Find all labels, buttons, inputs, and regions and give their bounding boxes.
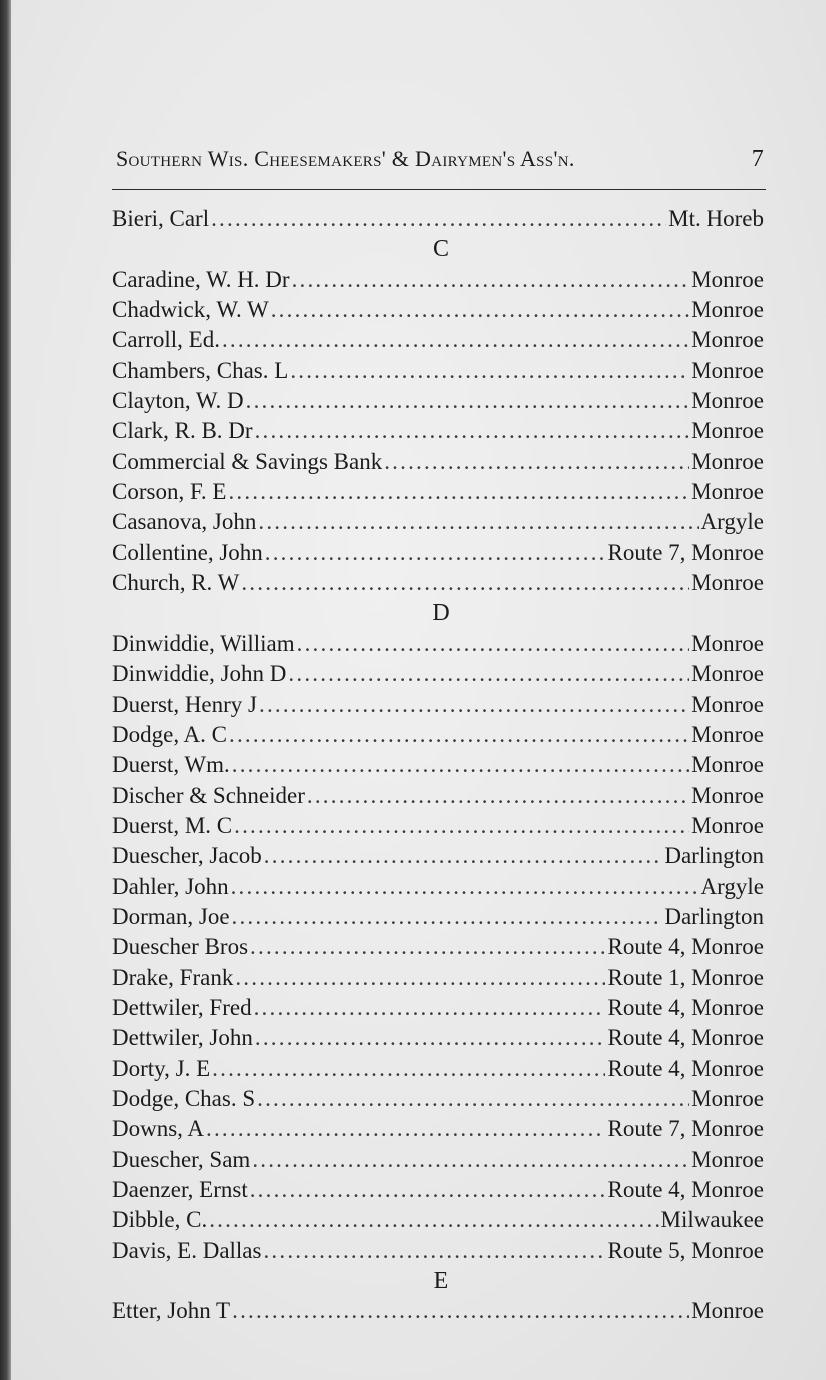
dot-leader bbox=[234, 811, 689, 841]
member-location: Monroe bbox=[691, 752, 764, 778]
member-name: Duescher, Sam bbox=[112, 1146, 251, 1172]
list-item bbox=[112, 416, 764, 446]
member-location: Route 4, Monroe bbox=[607, 934, 764, 960]
member-name: Duescher Bros bbox=[112, 934, 249, 960]
member-name: Dinwiddie, John D bbox=[112, 661, 287, 687]
member-name: Dinwiddie, William bbox=[112, 630, 295, 656]
list-item bbox=[112, 204, 764, 234]
member-name: Caradine, W. H. Dr bbox=[112, 266, 290, 292]
dot-leader bbox=[232, 902, 663, 932]
member-name: Church, R. W bbox=[112, 570, 240, 596]
dot-leader bbox=[265, 538, 606, 568]
dot-leader bbox=[254, 993, 606, 1023]
member-location: Argyle bbox=[700, 509, 764, 535]
list-item bbox=[112, 1145, 764, 1175]
header-title: Southern Wis. Cheesemakers' & Dairymen's Ass'n. bbox=[116, 146, 575, 171]
member-name: Davis, E. Dallas bbox=[112, 1237, 262, 1263]
member-location: Monroe bbox=[691, 1085, 764, 1111]
member-name: Duerst, M. C bbox=[112, 812, 233, 838]
member-name: Chadwick, W. W bbox=[112, 297, 269, 323]
member-location: Monroe bbox=[691, 721, 764, 747]
member-location: Monroe bbox=[691, 357, 764, 383]
member-location: Monroe bbox=[691, 812, 764, 838]
list-item bbox=[112, 932, 764, 962]
dot-leader bbox=[241, 568, 689, 598]
member-location: Monroe bbox=[691, 388, 764, 414]
dot-leader bbox=[209, 1205, 658, 1235]
member-name: Daenzer, Ernst bbox=[112, 1177, 248, 1202]
dot-leader bbox=[259, 690, 689, 720]
member-location: Darlington bbox=[664, 843, 764, 869]
member-name: Downs, A bbox=[112, 1116, 205, 1142]
list-item bbox=[112, 1114, 764, 1144]
dot-leader bbox=[257, 1084, 689, 1114]
dot-leader bbox=[255, 1023, 606, 1053]
dot-leader bbox=[228, 477, 689, 507]
member-name: Etter, John T bbox=[112, 1298, 231, 1324]
member-location: Monroe bbox=[691, 1298, 764, 1324]
dot-leader bbox=[246, 386, 690, 416]
member-name: Casanova, John bbox=[112, 509, 257, 535]
running-header bbox=[116, 146, 766, 173]
list-item bbox=[112, 629, 764, 659]
member-name: Dibble, C. bbox=[112, 1207, 208, 1233]
member-location: Mt. Horeb bbox=[668, 206, 764, 231]
member-location: Route 4, Monroe bbox=[607, 994, 764, 1020]
member-location: Monroe bbox=[691, 661, 764, 687]
dot-leader bbox=[250, 1175, 606, 1205]
list-item bbox=[112, 659, 764, 689]
dot-leader bbox=[290, 356, 689, 386]
dot-leader bbox=[235, 963, 605, 993]
member-location: Darlington bbox=[664, 903, 764, 929]
section-letter: E bbox=[433, 1268, 449, 1295]
member-name: Clark, R. B. Dr bbox=[112, 418, 253, 444]
dot-leader bbox=[258, 507, 698, 537]
list-item bbox=[112, 690, 764, 720]
dot-leader bbox=[206, 1114, 605, 1144]
section-letter: D bbox=[432, 600, 450, 627]
list-item bbox=[112, 568, 764, 598]
member-location: Monroe bbox=[691, 327, 764, 353]
member-name: Discher & Schneider bbox=[112, 782, 305, 808]
member-location: Route 4, Monroe bbox=[607, 1055, 764, 1081]
member-name: Clayton, W. D bbox=[112, 388, 244, 414]
member-location: Route 1, Monroe bbox=[607, 964, 764, 990]
list-item bbox=[112, 1205, 764, 1235]
dot-leader bbox=[307, 781, 689, 811]
dot-leader bbox=[297, 629, 690, 659]
dot-leader bbox=[252, 1145, 689, 1175]
list-item bbox=[112, 325, 764, 355]
list-item bbox=[112, 872, 764, 902]
list-item bbox=[112, 386, 764, 416]
member-name: Dorman, Joe bbox=[112, 903, 230, 929]
list-item bbox=[112, 720, 764, 750]
member-location: Monroe bbox=[691, 782, 764, 808]
member-list bbox=[112, 204, 764, 1327]
member-location: Monroe bbox=[691, 448, 764, 474]
list-item bbox=[112, 1054, 764, 1084]
dot-leader bbox=[232, 1296, 689, 1326]
member-location: Monroe bbox=[691, 691, 764, 717]
member-name: Dettwiler, John bbox=[112, 1025, 253, 1051]
member-location: Milwaukee bbox=[660, 1207, 764, 1233]
member-location: Argyle bbox=[700, 873, 764, 899]
list-item bbox=[112, 447, 764, 477]
list-item bbox=[112, 1296, 764, 1326]
dot-leader bbox=[231, 872, 699, 902]
book-binding-edge bbox=[0, 0, 11, 1380]
member-location: Monroe bbox=[691, 418, 764, 444]
dot-leader bbox=[292, 265, 690, 295]
dot-leader bbox=[229, 720, 689, 750]
member-name: Corson, F. E bbox=[112, 479, 227, 505]
member-name: Dodge, Chas. S bbox=[112, 1085, 256, 1111]
member-name: Dahler, John bbox=[112, 873, 229, 899]
member-name: Drake, Frank bbox=[112, 964, 234, 990]
dot-leader bbox=[212, 1054, 605, 1084]
dot-leader bbox=[384, 447, 689, 477]
list-item bbox=[112, 841, 764, 871]
member-location: Monroe bbox=[691, 266, 764, 292]
list-item bbox=[112, 811, 764, 841]
dot-leader bbox=[288, 659, 689, 689]
member-name: Commercial & Savings Bank bbox=[112, 448, 383, 474]
member-location: Route 4, Monroe bbox=[607, 1177, 764, 1202]
dot-leader bbox=[263, 1236, 605, 1266]
member-name: Collentine, John bbox=[112, 539, 263, 565]
member-name: Dodge, A. C bbox=[112, 721, 227, 747]
list-item bbox=[112, 295, 764, 325]
list-item bbox=[112, 750, 764, 780]
dot-leader bbox=[264, 841, 663, 871]
list-item bbox=[112, 538, 764, 568]
list-item bbox=[112, 265, 764, 295]
list-item bbox=[112, 1175, 764, 1205]
dot-leader bbox=[232, 750, 689, 780]
list-item bbox=[112, 963, 764, 993]
member-name: Bieri, Carl bbox=[112, 206, 210, 231]
member-name: Duescher, Jacob bbox=[112, 843, 262, 869]
list-item bbox=[112, 902, 764, 932]
member-location: Monroe bbox=[691, 479, 764, 505]
page-number: 7 bbox=[751, 146, 764, 172]
member-location: Route 5, Monroe bbox=[607, 1237, 764, 1263]
member-location: Monroe bbox=[691, 297, 764, 323]
member-location: Route 4, Monroe bbox=[607, 1025, 764, 1051]
list-item bbox=[112, 507, 764, 537]
list-item bbox=[112, 477, 764, 507]
member-location: Monroe bbox=[691, 630, 764, 656]
member-location: Monroe bbox=[691, 570, 764, 596]
list-item bbox=[112, 781, 764, 811]
dot-leader bbox=[271, 295, 689, 325]
list-item bbox=[112, 356, 764, 386]
member-location: Route 7, Monroe bbox=[607, 1116, 764, 1142]
member-name: Dorty, J. E bbox=[112, 1055, 211, 1081]
list-item bbox=[112, 1023, 764, 1053]
dot-leader bbox=[211, 204, 666, 234]
dot-leader bbox=[250, 932, 605, 962]
member-location: Monroe bbox=[691, 1146, 764, 1172]
list-item bbox=[112, 993, 764, 1023]
member-name: Duerst, Henry J bbox=[112, 691, 257, 717]
list-item bbox=[112, 1236, 764, 1266]
section-letter: C bbox=[432, 236, 449, 263]
dot-leader bbox=[255, 416, 690, 446]
member-name: Duerst, Wm. bbox=[112, 752, 230, 778]
member-name: Carroll, Ed. bbox=[112, 327, 220, 353]
member-name: Chambers, Chas. L bbox=[112, 357, 289, 383]
dot-leader bbox=[222, 325, 689, 355]
member-name: Dettwiler, Fred bbox=[112, 994, 252, 1020]
header-rule bbox=[112, 189, 766, 190]
member-location: Route 7, Monroe bbox=[607, 539, 764, 565]
list-item bbox=[112, 1084, 764, 1114]
